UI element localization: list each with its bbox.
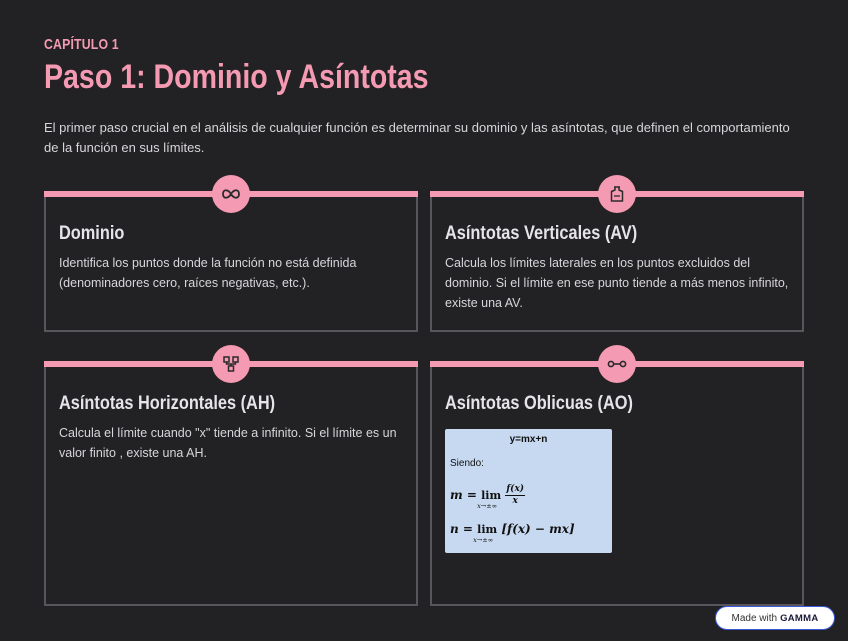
card-dominio [44, 191, 418, 332]
formula-m-lim [477, 489, 502, 510]
flask-icon [598, 175, 636, 213]
card-asintotas-horizontales [44, 361, 418, 606]
formula-image [445, 429, 612, 553]
card-title: Dominio [59, 223, 125, 244]
card-text: Calcula el límite cuando "x" tiende a infinito. Si el límite es un valor finito , existe una AH. [59, 426, 397, 460]
formula-m-lhs: m = [450, 488, 477, 502]
formula-m-sub: x→±∞ [477, 502, 498, 510]
formula-n [450, 522, 575, 544]
page-title: Paso 1: Dominio y Asíntotas [44, 58, 429, 96]
formula-equation: y=mx+n [509, 434, 548, 445]
card-title: Asíntotas Oblicuas (AO) [445, 393, 633, 414]
card-title: Asíntotas Verticales (AV) [445, 223, 638, 244]
chapter-label: CAPÍTULO 1 [44, 36, 119, 53]
formula-n-lhs: n = [450, 522, 473, 536]
card-title: Asíntotas Horizontales (AH) [59, 393, 276, 414]
card-asintotas-oblicuas [430, 361, 804, 606]
made-with-gamma-button[interactable] [715, 606, 835, 630]
formula-siendo: Siendo: [450, 458, 484, 469]
gamma-logo: GAMMA [780, 612, 819, 624]
intro-paragraph: El primer paso crucial en el análisis de cualquier función es determinar su dominio y las asíntotas, que definen el comportamiento de la función en sus límites. [44, 120, 790, 155]
card-text: Calcula los límites laterales en los puntos excluidos del dominio. Si el límite en ese punto tiende a más menos infinito, existe una AV. [445, 256, 789, 310]
formula-n-lim [473, 523, 498, 544]
formula-m [450, 484, 525, 510]
formula-n-rhs: [f(x) − mx] [501, 522, 575, 536]
formula-m-num: f(x) [506, 484, 525, 494]
formula-n-lim-text: lim [477, 523, 498, 536]
card-asintotas-verticales [430, 191, 804, 332]
card-text: Identifica los puntos donde la función no está definida (denominadores cero, raíces negativas, etc.). [59, 256, 357, 290]
network-icon [212, 345, 250, 383]
formula-m-lim-text: lim [481, 489, 502, 502]
link-icon [598, 345, 636, 383]
made-with-label: Made with [731, 612, 778, 624]
formula-n-sub: x→±∞ [473, 536, 494, 544]
formula-m-fraction [505, 484, 525, 507]
infinity-icon [212, 175, 250, 213]
formula-m-den: x [512, 496, 518, 506]
